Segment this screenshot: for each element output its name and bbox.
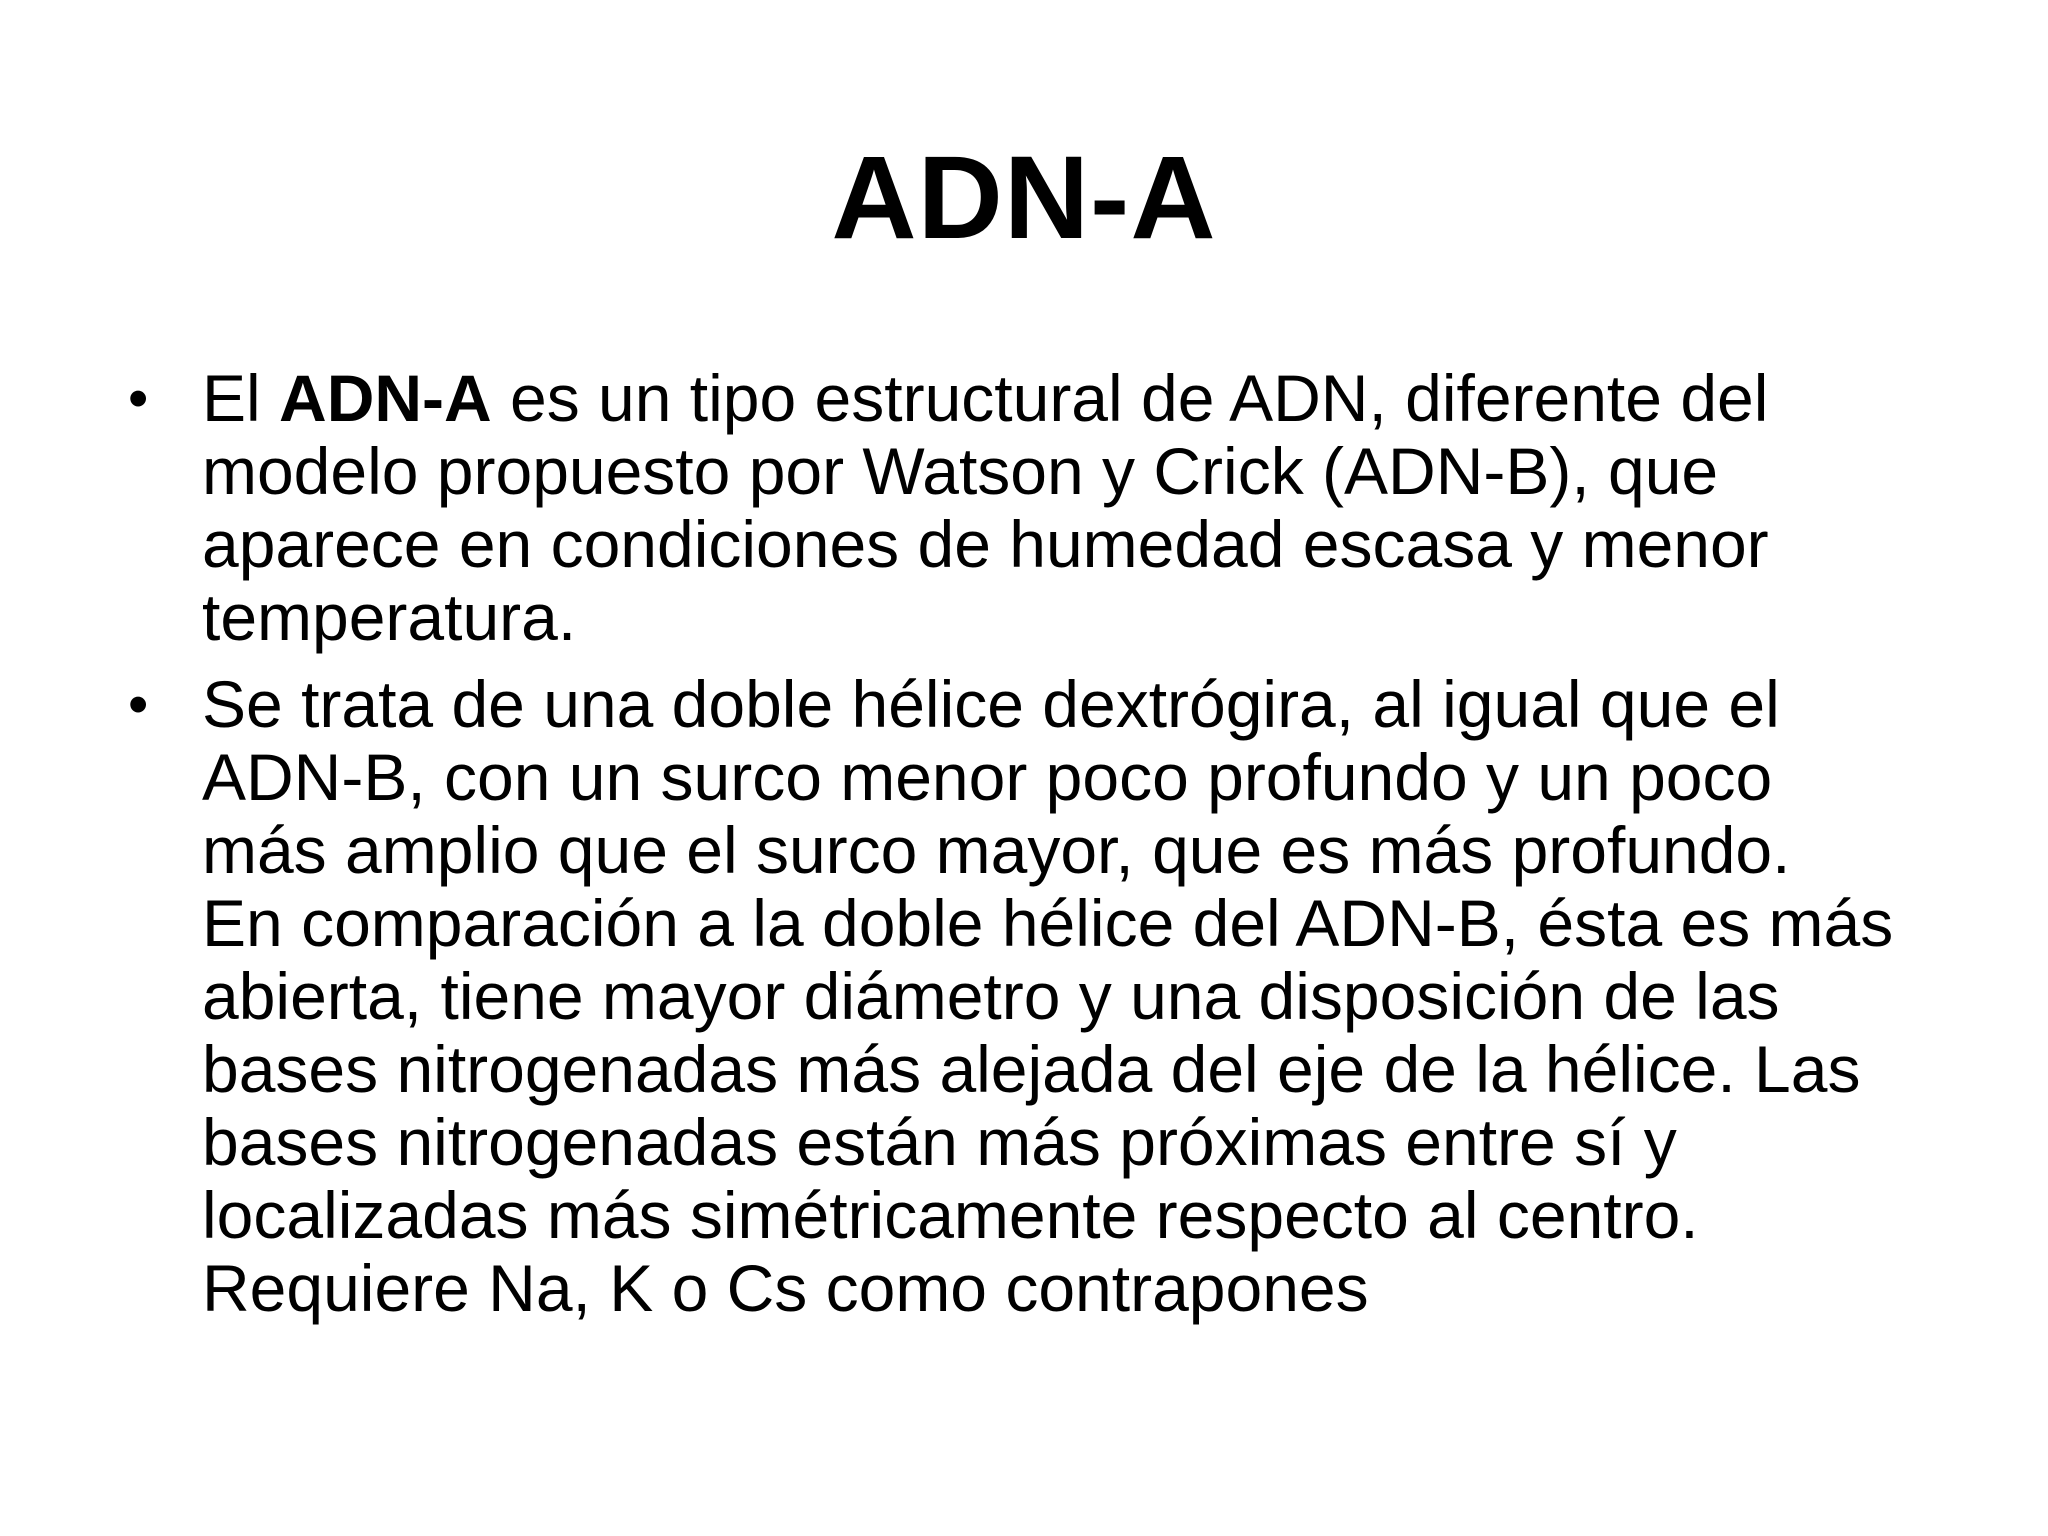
- bullet-2-line-9: Requiere Na, K o Cs como contrapones: [202, 1251, 1369, 1325]
- bullet-2-line-8: localizadas más simétricamente respecto al centro.: [202, 1178, 1699, 1252]
- bullet-1-text-after: es un tipo estructural de ADN, diferente del: [491, 361, 1769, 435]
- bullet-2-line-5: abierta, tiene mayor diámetro y una disposición de las: [202, 959, 1780, 1033]
- bullet-1-line-2: modelo propuesto por Watson y Crick (ADN-B), que: [202, 434, 1719, 508]
- bullet-1-line-4: temperatura.: [202, 580, 577, 654]
- bullet-2-line-2: ADN-B, con un surco menor poco profundo y un poco: [202, 740, 1773, 814]
- bullet-item-2: [120, 668, 1940, 1325]
- bullet-list: [120, 362, 1940, 1339]
- bullet-1-bold-term: ADN-A: [279, 361, 492, 435]
- bullet-2-line-7: bases nitrogenadas están más próximas entre sí y: [202, 1105, 1677, 1179]
- bullet-2-line-3: más amplio que el surco mayor, que es más profundo.: [202, 813, 1791, 887]
- bullet-item-1: [120, 362, 1940, 654]
- slide-title: ADN-A: [831, 132, 1217, 264]
- bullet-1-line-1: [202, 362, 1940, 435]
- bullet-1-line-3: aparece en condiciones de humedad escasa y menor: [202, 507, 1769, 581]
- bullet-dot-icon: •: [128, 672, 149, 737]
- bullet-dot-icon: •: [128, 366, 149, 431]
- bullet-2-line-6: bases nitrogenadas más alejada del eje de la hélice. Las: [202, 1032, 1861, 1106]
- bullet-2-line-1: Se trata de una doble hélice dextrógira, al igual que el: [202, 667, 1780, 741]
- bullet-1-text-before: El: [202, 361, 280, 435]
- bullet-2-line-4: En comparación a la doble hélice del ADN-B, ésta es más: [202, 886, 1894, 960]
